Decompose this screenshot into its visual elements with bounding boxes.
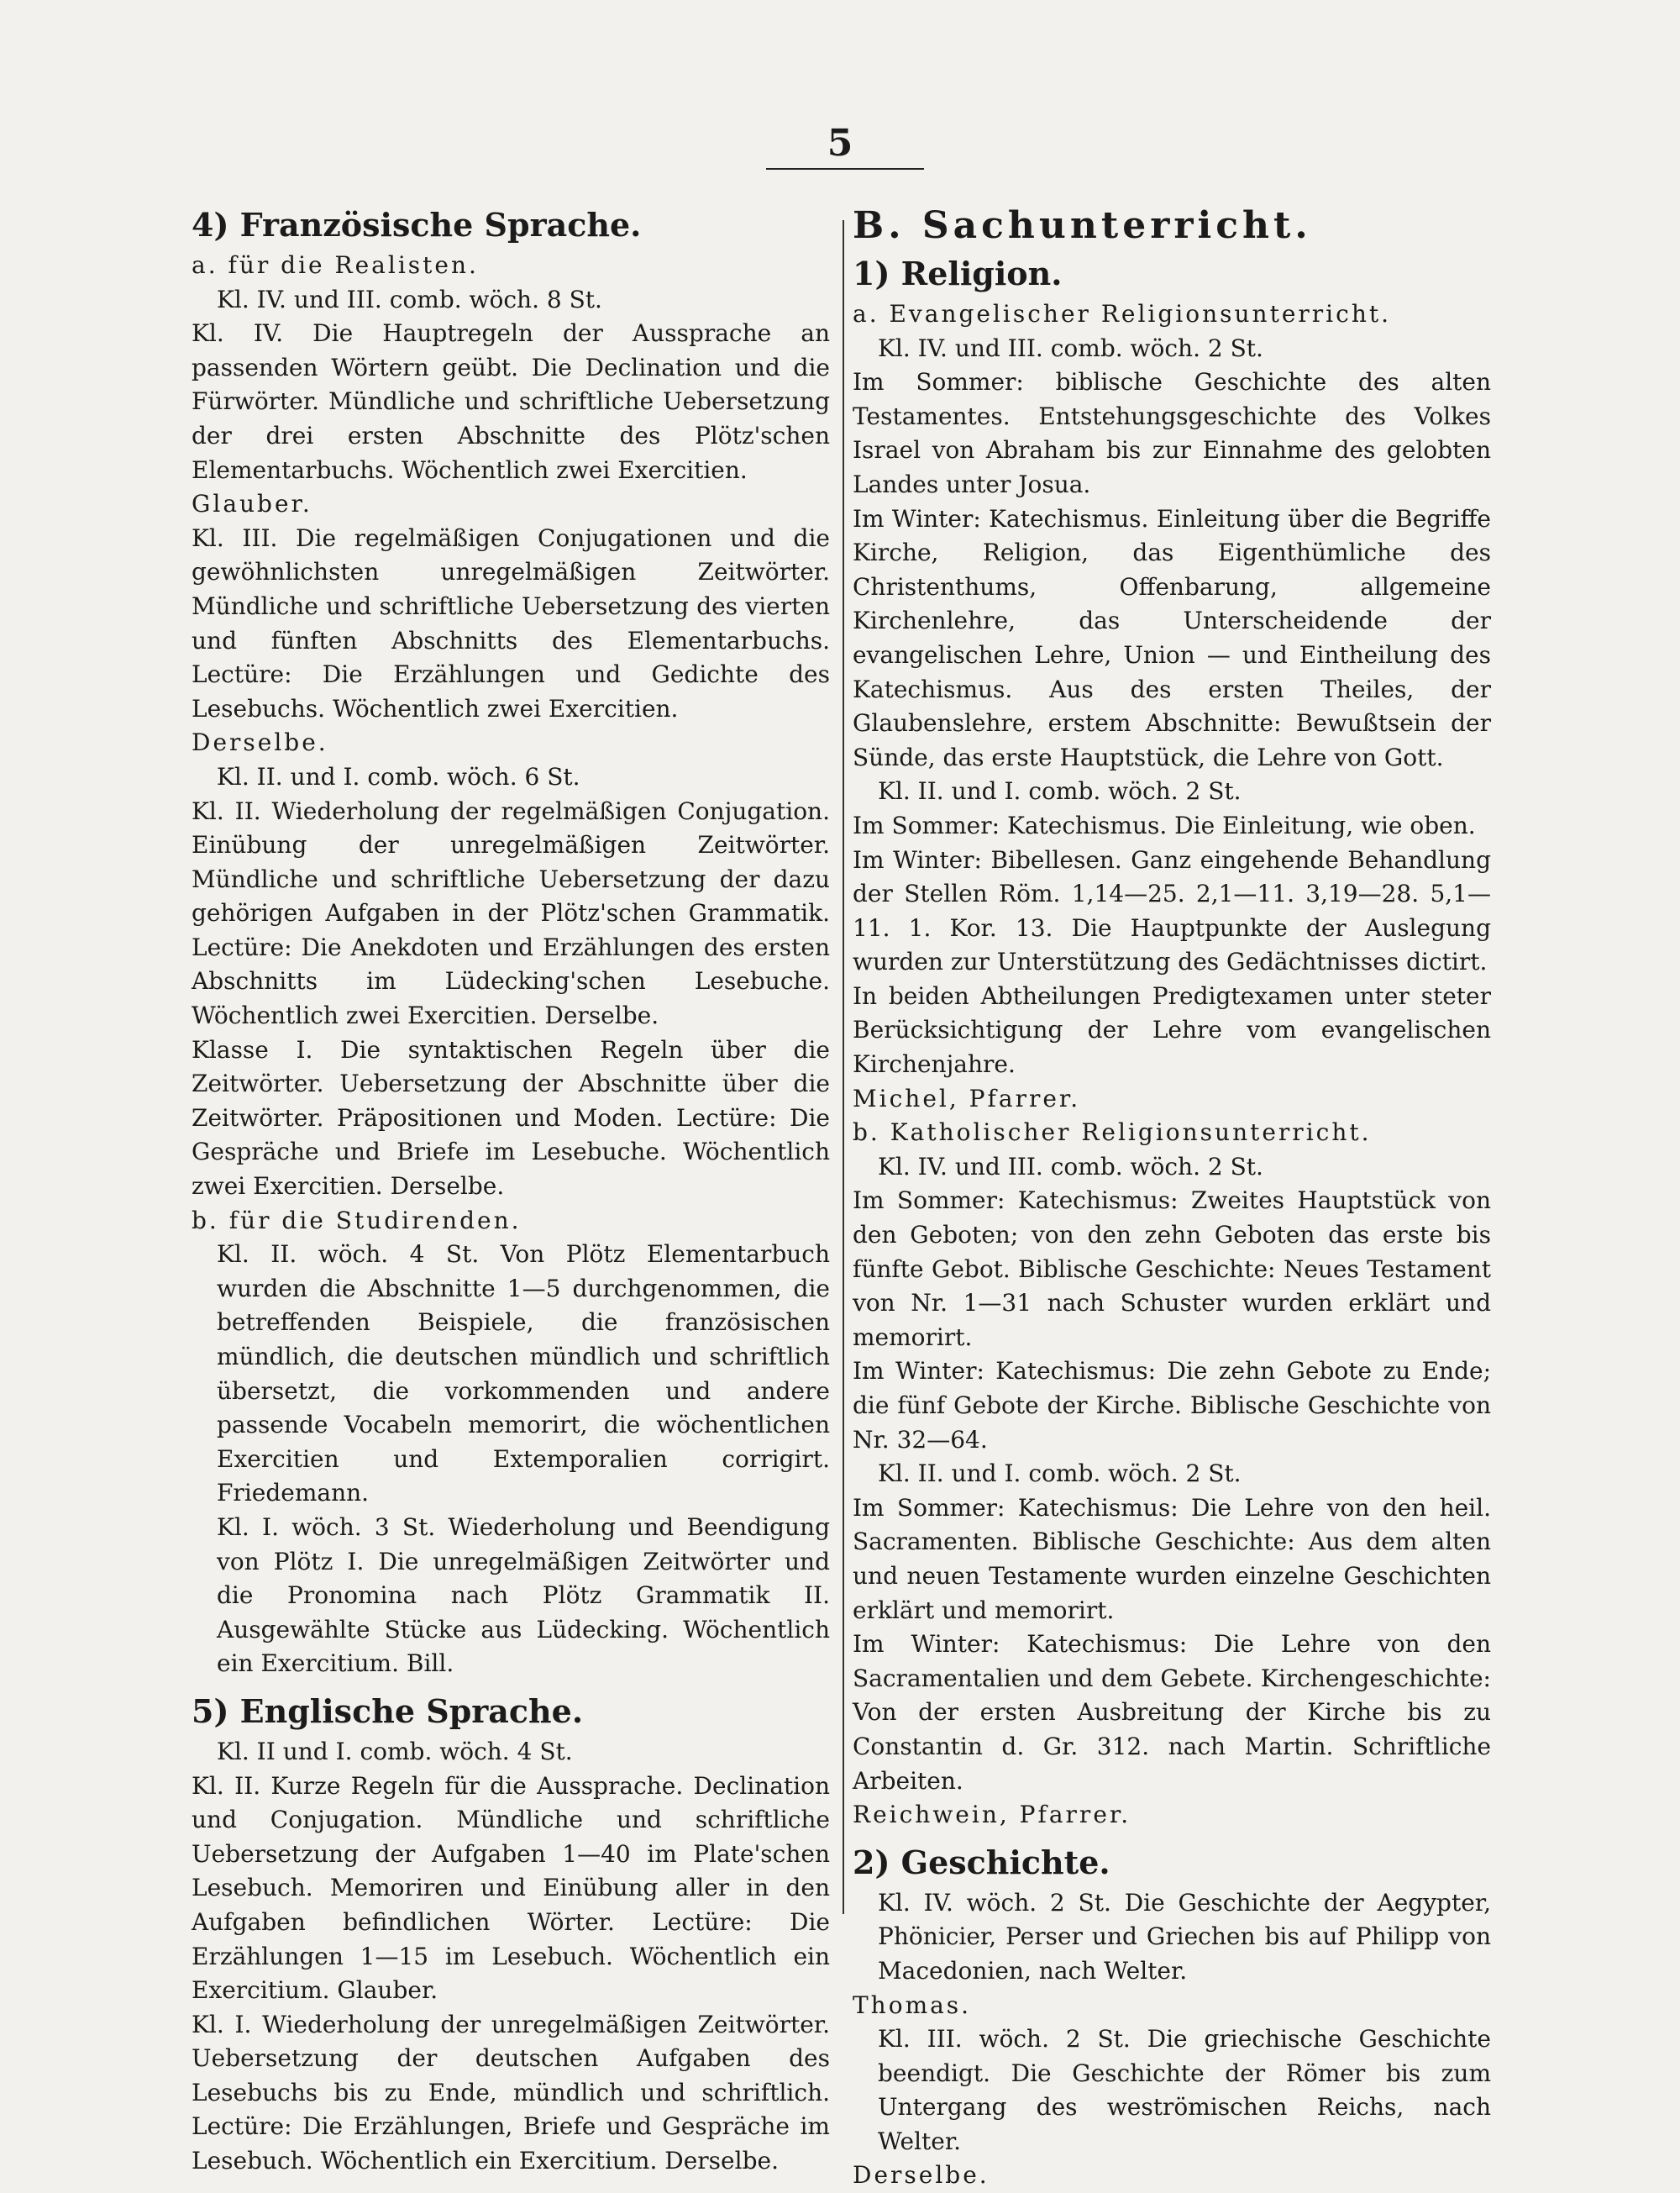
subtitle-evangelisch: a. Evangelischer Religionsunterricht. xyxy=(853,300,1392,328)
paragraph: Im Sommer: Katechismus. Die Einleitung, wie oben. xyxy=(853,811,1476,839)
page-number-rule xyxy=(766,168,924,170)
subtitle-katholisch: b. Katholischer Religionsunterricht. xyxy=(853,1118,1372,1147)
class-heading: Kl. IV. und III. comb. wöch. 2 St. xyxy=(878,1152,1263,1181)
paragraph: Kl. II. Kurze Regeln für die Aussprache. Declination und Conjugation. Mündliche und schriftliche Uebersetzung der Aufgaben 1—40 im Plate'schen Lesebuch. Memoriren und Einübung aller in den Aufgaben befindlichen Wörter. Lectüre: Die Erzählungen 1—15 im Lesebuch. Wöchentlich ein Exercitium. Glauber. xyxy=(192,1771,830,2005)
paragraph: Im Winter: Katechismus. Einleitung über die Begriffe Kirche, Religion, das Eigenthümliche des Christenthums, Offenbarung, allgemeine Kirchenlehre, das Unterscheidende der evangelischen Lehre, Union — und Eintheilung des Katechismus. Aus des ersten Theiles, der Glaubenslehre, erstem Abschnitte: Bewußtsein der Sünde, das erste Hauptstück, die Lehre von Gott. xyxy=(853,504,1491,771)
paragraph: In beiden Abtheilungen Predigtexamen unter steter Berücksichtigung der Lehre vom evangelischen Kirchenjahre. xyxy=(853,981,1491,1079)
signature: Reichwein, Pfarrer. xyxy=(853,1801,1131,1829)
paragraph: Im Sommer: biblische Geschichte des alten Testamentes. Entstehungsgeschichte des Volkes Israel von Abraham bis zur Einnahme des gelobten Landes unter Josua. xyxy=(853,368,1491,498)
paragraph: Kl. IV. wöch. 2 St. Die Geschichte der Aegypter, Phönicier, Perser und Griechen bis auf Philipp von Macedonien, nach Welter. xyxy=(878,1888,1491,1985)
signature: Thomas. xyxy=(853,1991,972,2019)
signature: Derselbe. xyxy=(853,2161,990,2190)
paragraph: Kl. II. Wiederholung der regelmäßigen Conjugation. Einübung der unregelmäßigen Zeitwörter. Mündliche und schriftliche Uebersetzung der dazu gehörigen Aufgaben in der Plötz'schen Grammatik. Lectüre: Die Anekdoten und Erzählungen des ersten Abschnitts im Lüdecking'schen Lesebuche. Wöchentlich zwei Exercitien. Derselbe. xyxy=(192,797,830,1030)
paragraph: Klasse I. Die syntaktischen Regeln über die Zeitwörter. Uebersetzung der Abschnitte über die Zeitwörter. Präpositionen und Moden. Lectüre: Die Gespräche und Briefe im Lesebuche. Wöchentlich zwei Exercitien. Derselbe. xyxy=(192,1035,830,1201)
page-number: 5 xyxy=(827,122,853,165)
main-section-title: B. Sachunterricht. xyxy=(853,204,1312,247)
signature: Derselbe. xyxy=(192,728,328,757)
column-divider xyxy=(843,220,844,1914)
class-heading: Kl. IV. und III. comb. wöch. 8 St. xyxy=(217,285,602,313)
class-heading: Kl. II. und I. comb. wöch. 6 St. xyxy=(217,762,580,791)
class-heading: Kl. II. und I. comb. wöch. 2 St. xyxy=(878,1459,1242,1488)
class-heading: Kl. IV. und III. comb. wöch. 2 St. xyxy=(878,334,1263,362)
paragraph: Kl. I. wöch. 3 St. Wiederholung und Beendigung von Plötz I. Die unregelmäßigen Zeitwörter und die Pronomina nach Plötz Grammatik II. Ausgewählte Stücke aus Lüdecking. Wöchentlich ein Exercitium. Bill. xyxy=(217,1512,830,1678)
signature: Michel, Pfarrer. xyxy=(853,1084,1081,1112)
section-title-french: 4) Französische Sprache. xyxy=(192,206,642,244)
signature: Glauber. xyxy=(192,490,312,518)
paragraph: Im Winter: Katechismus: Die zehn Gebote zu Ende; die fünf Gebote der Kirche. Biblische Geschichte von Nr. 32—64. xyxy=(853,1357,1491,1454)
section-title-history: 2) Geschichte. xyxy=(853,1843,1110,1881)
subtitle-realisten: a. für die Realisten. xyxy=(192,251,479,279)
class-heading: Kl. II und I. comb. wöch. 4 St. xyxy=(217,1737,573,1765)
paragraph: Kl. II. wöch. 4 St. Von Plötz Elementarbuch wurden die Abschnitte 1—5 durchgenommen, die betreffenden Beispiele, die französischen mündlich, die deutschen mündlich und schriftlich übersetzt, die vorkommenden und andere passende Vocabeln memorirt, die wöchentlichen Exercitien und Extemporalien corrigirt. Friedemann. xyxy=(217,1240,830,1507)
paragraph: Kl. III. wöch. 2 St. Die griechische Geschichte beendigt. Die Geschichte der Römer bis zum Untergang des weströmischen Reichs, nach Welter. xyxy=(878,2025,1491,2155)
subtitle-studirenden: b. für die Studirenden. xyxy=(192,1206,522,1234)
section-title-religion: 1) Religion. xyxy=(853,255,1063,292)
paragraph: Kl. I. Wiederholung der unregelmäßigen Zeitwörter. Uebersetzung der deutschen Aufgaben des Lesebuchs bis zu Ende, mündlich und schriftlich. Lectüre: Die Erzählungen, Briefe und Gespräche im Lesebuch. Wöchentlich ein Exercitium. Derselbe. xyxy=(192,2010,830,2175)
paragraph: Im Sommer: Katechismus: Zweites Hauptstück von den Geboten; von den zehn Geboten das erste bis fünfte Gebot. Biblische Geschichte: Neues Testament von Nr. 1—31 nach Schuster wurden erklärt und memorirt. xyxy=(853,1186,1491,1351)
paragraph: Im Sommer: Katechismus: Die Lehre von den heil. Sacramenten. Biblische Geschichte: Aus dem alten und neuen Testamente wurden einzelne Geschichten erklärt und memorirt. xyxy=(853,1493,1491,1624)
paragraph: Kl. IV. Die Hauptregeln der Aussprache an passenden Wörtern geübt. Die Declination und die Fürwörter. Mündliche und schriftliche Uebersetzung der drei ersten Abschnitte des Plötz'schen Elementarbuchs. Wöchentlich zwei Exercitien. xyxy=(192,319,830,484)
left-column xyxy=(192,202,830,2179)
paragraph: Im Winter: Katechismus: Die Lehre von den Sacramentalien und dem Gebete. Kirchengeschichte: Von der ersten Ausbreitung der Kirche bis zu Constantin d. Gr. 312. nach Martin. Schriftliche Arbeiten. xyxy=(853,1630,1491,1795)
paragraph: Kl. III. Die regelmäßigen Conjugationen und die gewöhnlichsten unregelmäßigen Zeitwörter. Mündliche und schriftliche Uebersetzung des vierten und fünften Abschnitts des Elementarbuchs. Lectüre: Die Erzählungen und Gedichte des Lesebuchs. Wöchentlich zwei Exercitien. xyxy=(192,523,830,723)
section-title-english: 5) Englische Sprache. xyxy=(192,1691,584,1730)
right-column xyxy=(853,202,1491,2193)
class-heading: Kl. II. und I. comb. wöch. 2 St. xyxy=(878,777,1242,806)
paragraph: Im Winter: Bibellesen. Ganz eingehende Behandlung der Stellen Röm. 1,14—25. 2,1—11. 3,19—28. 5,1—11. 1. Kor. 13. Die Hauptpunkte der Auslegung wurden zur Unterstützung des Gedächtnisses dictirt. xyxy=(853,845,1491,976)
